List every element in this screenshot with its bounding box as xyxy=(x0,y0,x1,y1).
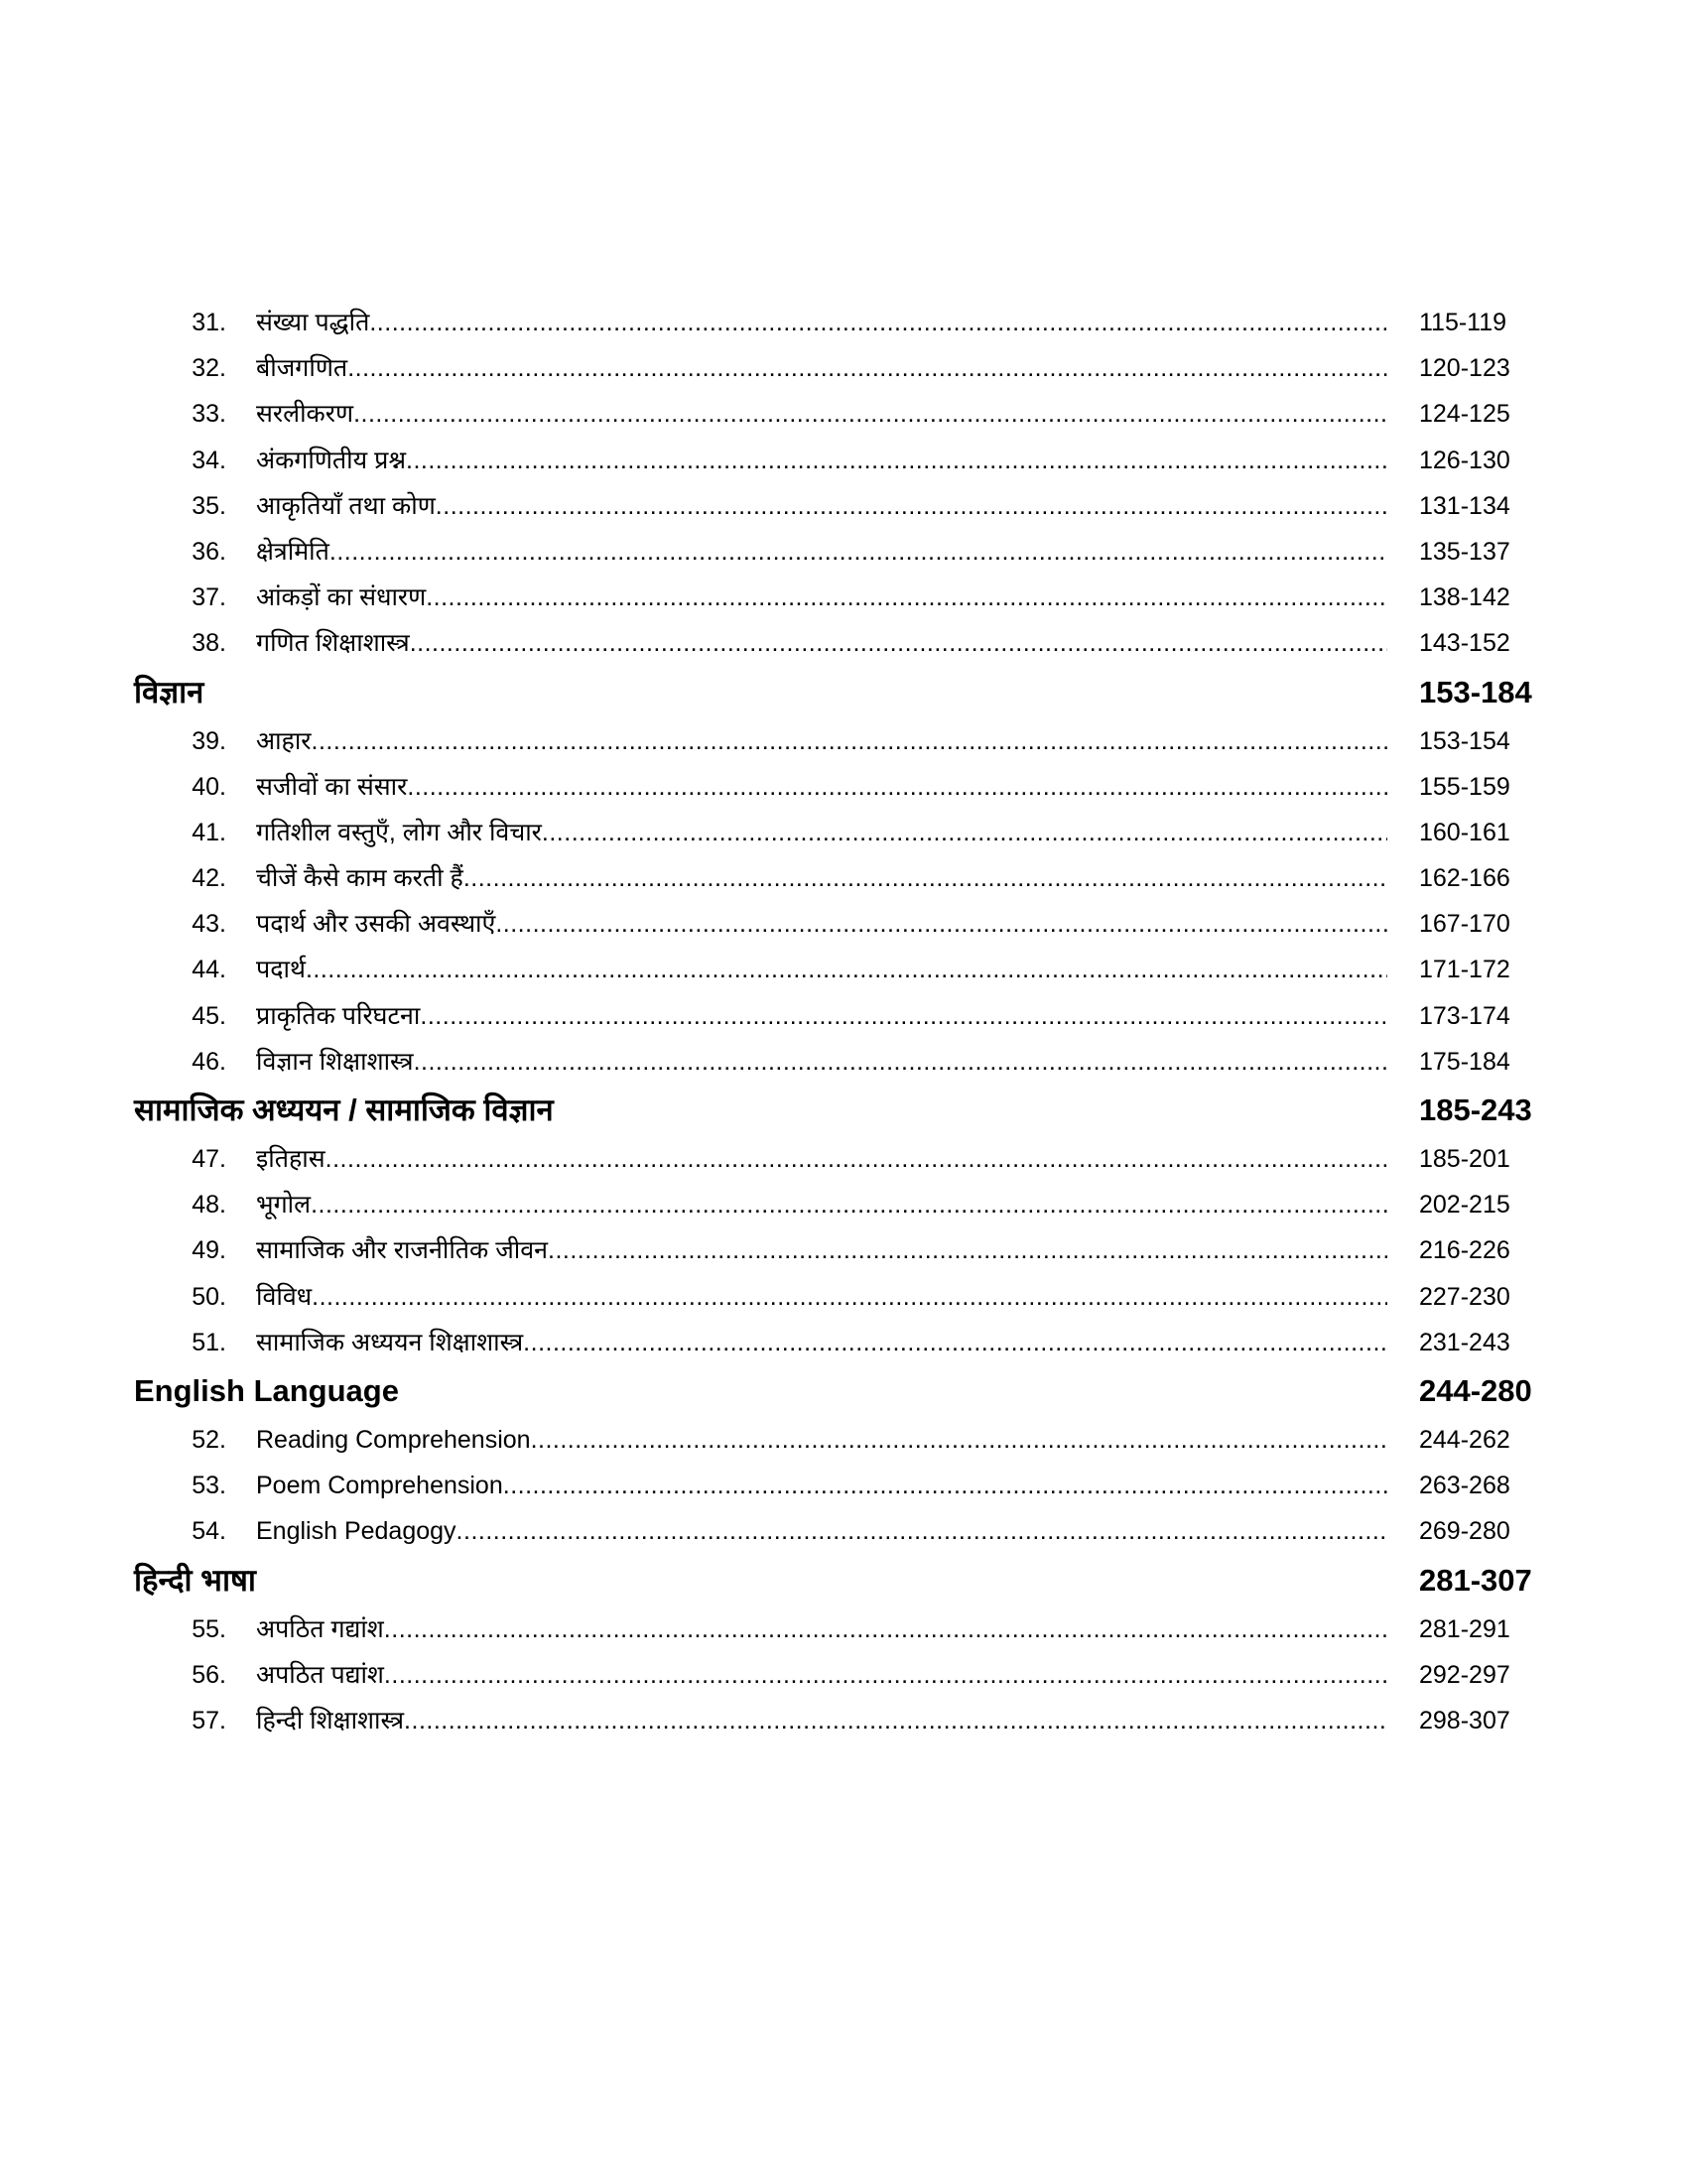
entry-pages: 115-119 xyxy=(1419,309,1507,336)
toc-entry xyxy=(0,391,1688,437)
entry-number: 45. xyxy=(192,1001,226,1030)
entry-number: 44. xyxy=(192,956,226,984)
entry-title: गणित शिक्षाशास्त्र ..... xyxy=(256,620,1387,666)
entry-pages: 244-262 xyxy=(1419,1425,1510,1454)
entry-number: 40. xyxy=(192,772,226,801)
entry-group xyxy=(0,1606,1688,1744)
entry-title: Poem Comprehension ..... xyxy=(256,1463,1387,1508)
entry-number: 32. xyxy=(192,354,226,383)
entry-number: 41. xyxy=(192,818,226,846)
entry-number: 46. xyxy=(192,1047,226,1076)
entry-pages: 227-230 xyxy=(1419,1282,1510,1311)
entry-number: 33. xyxy=(192,400,226,429)
toc-entry xyxy=(0,575,1688,620)
entry-number: 31. xyxy=(192,309,226,336)
entry-pages: 138-142 xyxy=(1419,583,1510,612)
entry-number: 38. xyxy=(192,629,226,658)
entry-pages: 120-123 xyxy=(1419,354,1510,383)
entry-number: 42. xyxy=(192,864,226,893)
entry-title: इतिहास ..... xyxy=(256,1136,1387,1182)
toc-entry xyxy=(0,1227,1688,1273)
section-heading xyxy=(0,667,1688,718)
entry-pages: 185-201 xyxy=(1419,1145,1510,1173)
entry-title: सजीवों का संसार ..... xyxy=(256,764,1387,810)
toc-entry xyxy=(0,529,1688,575)
entry-title: क्षेत्रमिति ..... xyxy=(256,529,1387,575)
section-heading xyxy=(0,1555,1688,1606)
entry-pages: 126-130 xyxy=(1419,446,1510,474)
table-of-contents xyxy=(0,300,1688,1743)
entry-title: आहार ..... xyxy=(256,718,1387,764)
entry-title: बीजगणित ..... xyxy=(256,345,1387,391)
toc-entry xyxy=(0,345,1688,391)
entry-pages: 231-243 xyxy=(1419,1328,1510,1356)
entry-number: 55. xyxy=(192,1614,226,1643)
entry-group xyxy=(0,1136,1688,1365)
toc-entry xyxy=(0,718,1688,764)
entry-number: 48. xyxy=(192,1191,226,1220)
entry-title: सरलीकरण ..... xyxy=(256,391,1387,437)
toc-entry xyxy=(0,1698,1688,1743)
entry-title: गतिशील वस्तुएँ, लोग और विचार ..... xyxy=(256,810,1387,855)
entry-group xyxy=(0,718,1688,1086)
entry-pages: 281-291 xyxy=(1419,1614,1510,1643)
entry-group xyxy=(0,300,1688,667)
toc-entry xyxy=(0,1320,1688,1365)
toc-entry xyxy=(0,993,1688,1039)
entry-title: विविध ..... xyxy=(256,1274,1387,1320)
toc-entry xyxy=(0,1463,1688,1508)
entry-pages: 160-161 xyxy=(1419,818,1510,846)
toc-entry xyxy=(0,901,1688,947)
section-title: विज्ञान xyxy=(134,674,204,709)
entry-number: 35. xyxy=(192,491,226,520)
entry-number: 49. xyxy=(192,1236,226,1265)
section-heading xyxy=(0,1085,1688,1136)
entry-title: पदार्थ और उसकी अवस्थाएँ ..... xyxy=(256,901,1387,947)
section-pages: 185-243 xyxy=(1419,1092,1532,1127)
entry-pages: 162-166 xyxy=(1419,864,1510,893)
entry-pages: 175-184 xyxy=(1419,1047,1510,1076)
toc-entry xyxy=(0,764,1688,810)
entry-group xyxy=(0,1417,1688,1555)
entry-pages: 135-137 xyxy=(1419,537,1510,566)
entry-pages: 155-159 xyxy=(1419,772,1510,801)
toc-entry xyxy=(0,1136,1688,1182)
entry-number: 54. xyxy=(192,1517,226,1546)
toc-entry xyxy=(0,1508,1688,1554)
toc-entry xyxy=(0,1417,1688,1463)
entry-number: 43. xyxy=(192,910,226,939)
toc-entry xyxy=(0,483,1688,529)
entry-title: आकृतियाँ तथा कोण ..... xyxy=(256,483,1387,529)
entry-pages: 124-125 xyxy=(1419,400,1510,429)
entry-number: 52. xyxy=(192,1425,226,1454)
entry-pages: 269-280 xyxy=(1419,1517,1510,1546)
entry-number: 51. xyxy=(192,1328,226,1356)
toc-entry xyxy=(0,438,1688,483)
section-title: English Language xyxy=(134,1372,399,1408)
toc-entry xyxy=(0,810,1688,855)
entry-title: संख्या पद्धति ..... xyxy=(256,300,1387,345)
entry-pages: 216-226 xyxy=(1419,1236,1510,1265)
toc-entry xyxy=(0,620,1688,666)
entry-title: सामाजिक अध्ययन शिक्षाशास्त्र ..... xyxy=(256,1320,1387,1365)
entry-number: 37. xyxy=(192,583,226,612)
entry-title: भूगोल ..... xyxy=(256,1182,1387,1227)
entry-pages: 171-172 xyxy=(1419,956,1510,984)
entry-title: हिन्दी शिक्षाशास्त्र ..... xyxy=(256,1698,1387,1743)
entry-title: अपठित पद्यांश ..... xyxy=(256,1652,1387,1698)
entry-number: 56. xyxy=(192,1660,226,1689)
entry-pages: 173-174 xyxy=(1419,1001,1510,1030)
section-title: हिन्दी भाषा xyxy=(134,1562,256,1598)
entry-pages: 167-170 xyxy=(1419,910,1510,939)
entry-number: 39. xyxy=(192,726,226,755)
entry-pages: 153-154 xyxy=(1419,726,1510,755)
entry-title: English Pedagogy ..... xyxy=(256,1508,1387,1554)
entry-pages: 143-152 xyxy=(1419,629,1510,658)
toc-entry xyxy=(0,1274,1688,1320)
entry-number: 57. xyxy=(192,1706,226,1734)
entry-number: 47. xyxy=(192,1145,226,1173)
section-pages: 244-280 xyxy=(1419,1372,1532,1408)
entry-number: 53. xyxy=(192,1472,226,1500)
toc-entry xyxy=(0,1039,1688,1085)
entry-pages: 298-307 xyxy=(1419,1706,1510,1734)
entry-title: आंकड़ों का संधारण ..... xyxy=(256,575,1387,620)
toc-entry xyxy=(0,1182,1688,1227)
entry-number: 34. xyxy=(192,446,226,474)
entry-title: पदार्थ ..... xyxy=(256,947,1387,992)
toc-entry xyxy=(0,947,1688,992)
toc-entry xyxy=(0,855,1688,901)
entry-pages: 292-297 xyxy=(1419,1660,1510,1689)
entry-title: चीजें कैसे काम करती हैं ..... xyxy=(256,855,1387,901)
toc-entry xyxy=(0,1652,1688,1698)
section-pages: 281-307 xyxy=(1419,1562,1532,1598)
section-heading xyxy=(0,1365,1688,1417)
entry-pages: 131-134 xyxy=(1419,491,1510,520)
entry-number: 50. xyxy=(192,1282,226,1311)
entry-title: अपठित गद्यांश ..... xyxy=(256,1606,1387,1652)
entry-title: अंकगणितीय प्रश्न ..... xyxy=(256,438,1387,483)
entry-title: सामाजिक और राजनीतिक जीवन ..... xyxy=(256,1227,1387,1273)
entry-title: प्राकृतिक परिघटना ..... xyxy=(256,993,1387,1039)
entry-pages: 263-268 xyxy=(1419,1472,1510,1500)
toc-entry xyxy=(0,1606,1688,1652)
entry-title: Reading Comprehension ..... xyxy=(256,1417,1387,1463)
section-pages: 153-184 xyxy=(1419,674,1532,709)
entry-title: विज्ञान शिक्षाशास्त्र ..... xyxy=(256,1039,1387,1085)
section-title: सामाजिक अध्ययन / सामाजिक विज्ञान xyxy=(134,1092,554,1127)
toc-entry xyxy=(0,300,1688,345)
entry-number: 36. xyxy=(192,537,226,566)
entry-pages: 202-215 xyxy=(1419,1191,1510,1220)
